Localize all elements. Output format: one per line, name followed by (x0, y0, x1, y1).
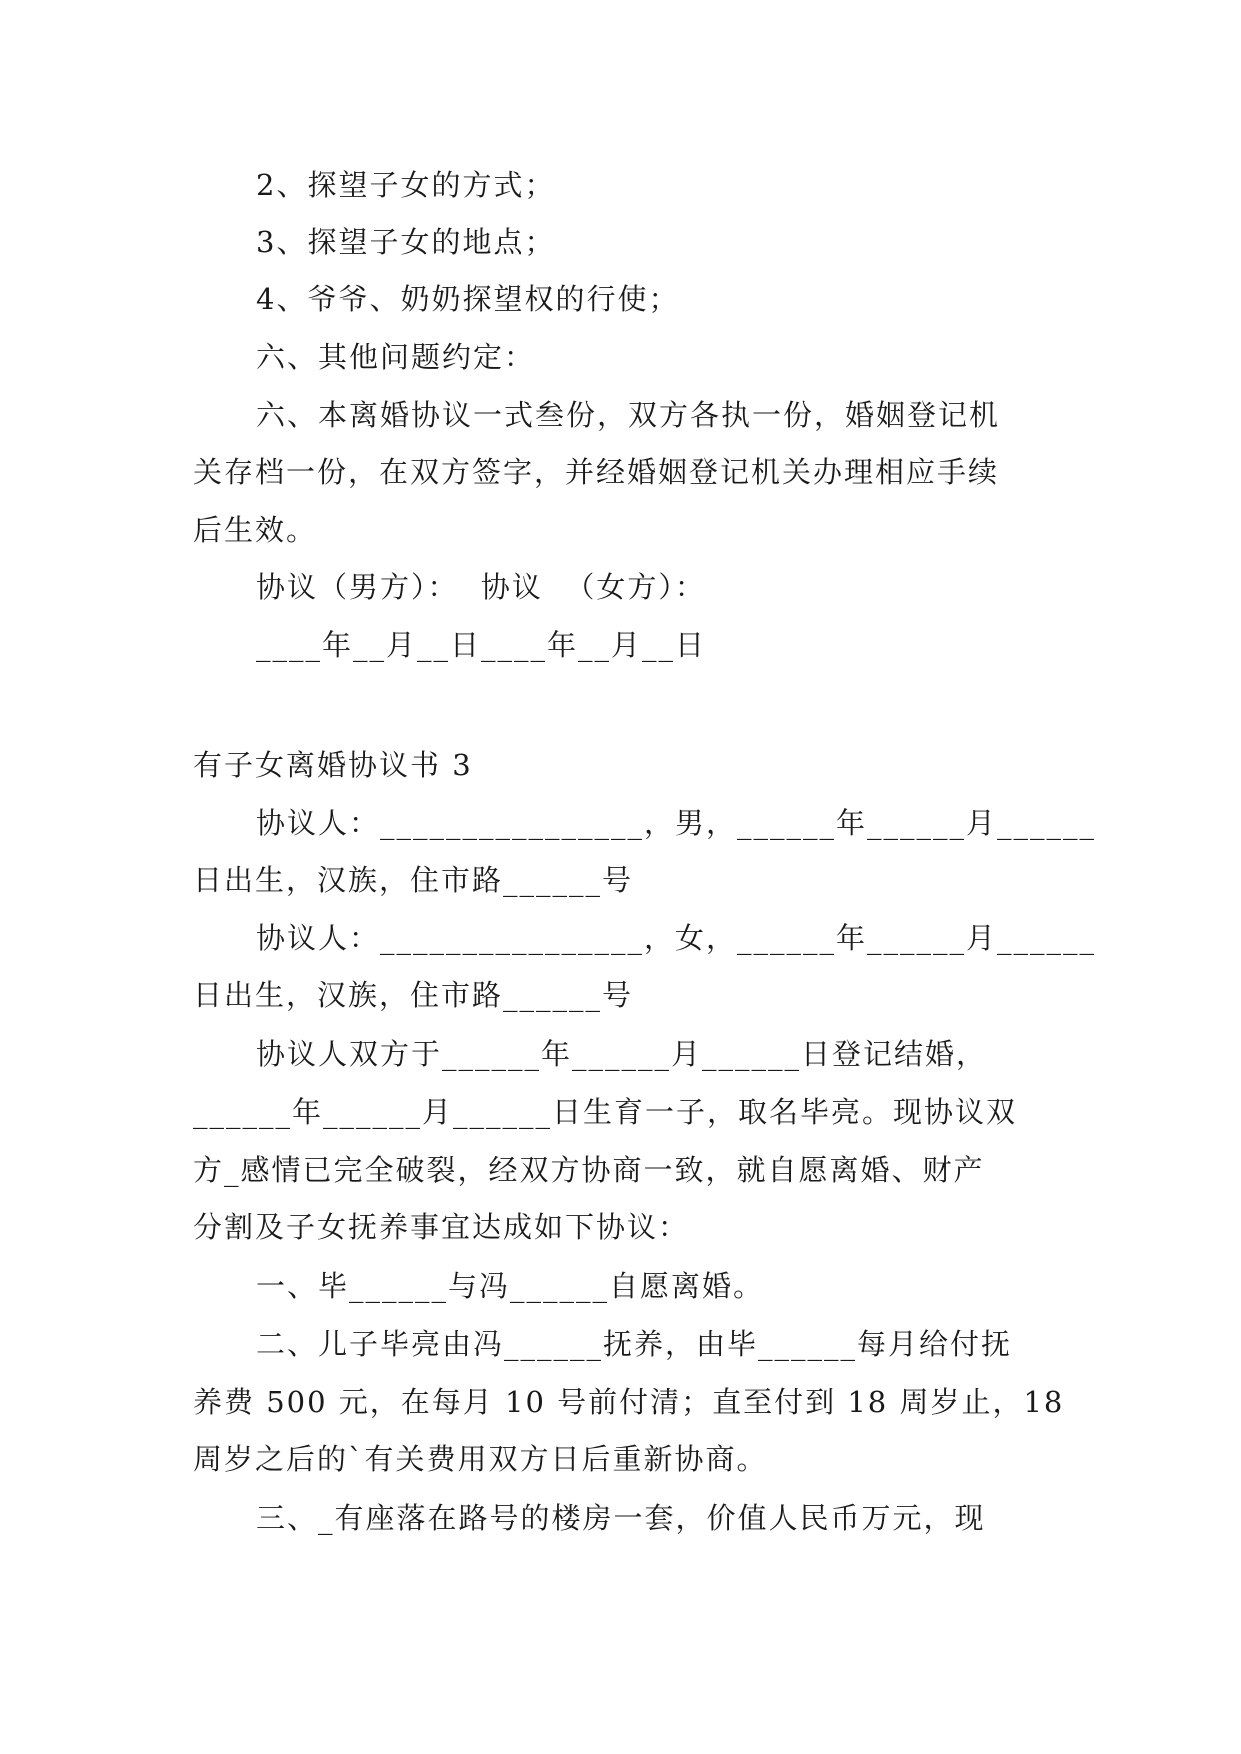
marriage-paragraph-line-1: 协议人双方于______年______月______日登记结婚， (256, 1037, 988, 1071)
marriage-paragraph-line-4: 分割及子女抚养事宜达成如下协议： (193, 1210, 690, 1244)
clause-2-line-3: 周岁之后的`有关费用双方日后重新协商。 (193, 1442, 768, 1476)
signature-line: 协议（男方）： 协议 （女方）： (256, 570, 706, 604)
party-2-line-2: 日出生，汉族，住市路______号 (193, 978, 634, 1012)
copies-paragraph-line-2: 关存档一份，在双方签字，并经婚姻登记机关办理相应手续 (193, 455, 1000, 489)
copies-paragraph-line-3: 后生效。 (193, 513, 318, 547)
date-line: ____年__月__日____年__月__日 (256, 628, 707, 662)
clause-2-line-1: 二、儿子毕亮由冯______抚养，由毕______每月给付抚 (256, 1327, 1013, 1361)
document-title: 有子女离婚协议书 3 (193, 748, 473, 782)
party-1-line-1: 协议人：________________，男，______年______月______ (256, 806, 1097, 840)
party-2-line-1: 协议人：________________，女，______年______月______ (256, 921, 1097, 955)
other-issues-heading: 六、其他问题约定： (256, 340, 536, 374)
marriage-paragraph-line-2: ______年______月______日生育一子，取名毕亮。现协议双 (193, 1095, 1018, 1129)
clause-2-line-2: 养费 500 元，在每月 10 号前付清；直至付到 18 周岁止，18 (193, 1385, 1065, 1419)
copies-paragraph-line-1: 六、本离婚协议一式叁份，双方各执一份，婚姻登记机 (256, 398, 1001, 432)
clause-1: 一、毕______与冯______自愿离婚。 (256, 1269, 765, 1303)
clause-3-line-1: 三、_有座落在路号的楼房一套，价值人民币万元，现 (256, 1501, 986, 1535)
visit-location-line: 3、探望子女的地点； (256, 225, 556, 259)
visit-method-line: 2、探望子女的方式； (256, 168, 556, 202)
marriage-paragraph-line-3: 方_感情已完全破裂，经双方协商一致，就自愿离婚、财产 (193, 1153, 985, 1187)
party-1-line-2: 日出生，汉族，住市路______号 (193, 863, 634, 897)
grandparents-visit-line: 4、爷爷、奶奶探望权的行使； (256, 282, 680, 316)
